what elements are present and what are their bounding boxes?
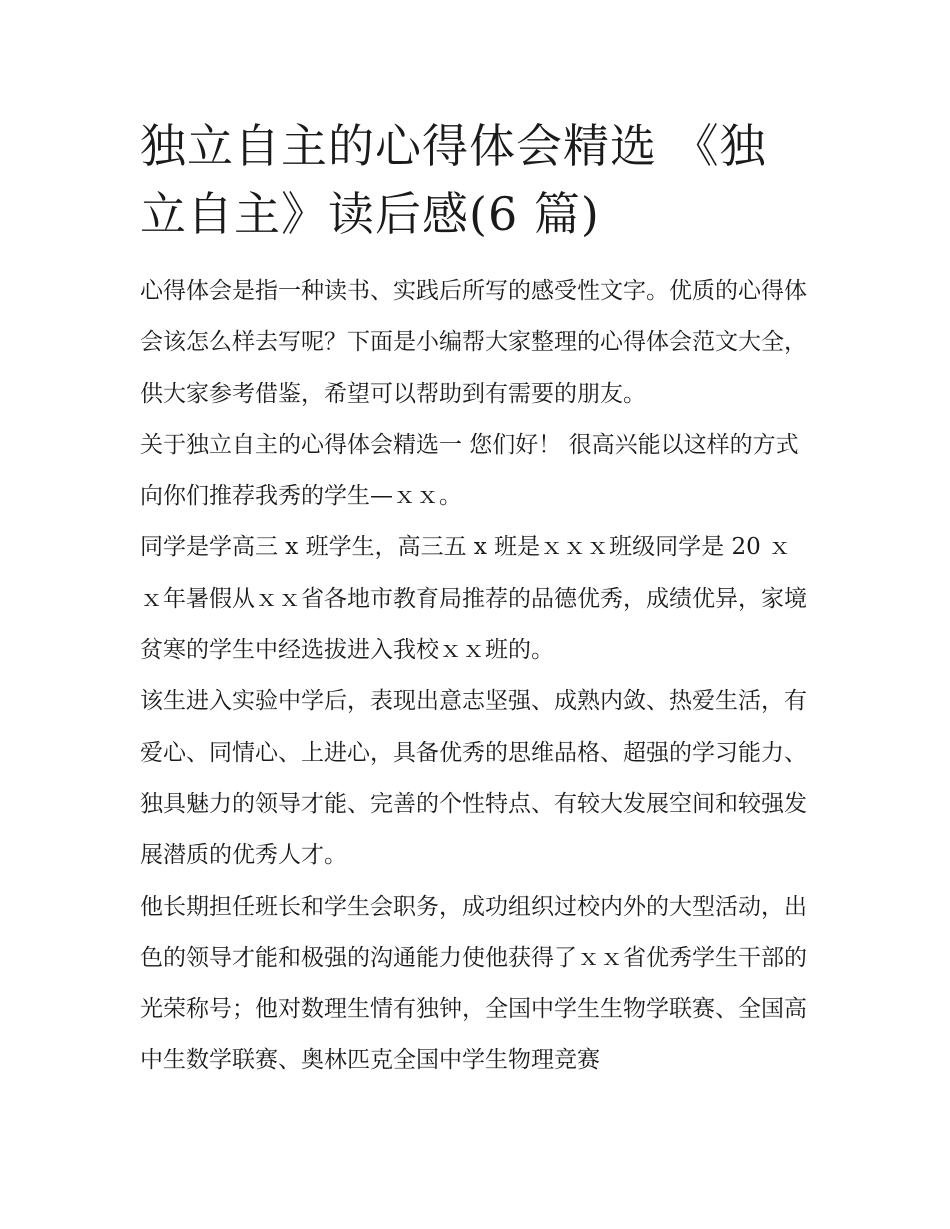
paragraph-greeting: 关于独立自主的心得体会精选一 您们好！ 很高兴能以这样的方式向你们推荐我秀的学生—ｘｘ。 bbox=[140, 431, 799, 510]
document-body bbox=[140, 266, 812, 1087]
paragraph-student-background: 同学是学高三 x 班学生，高三五 x 班是ｘｘｘ班级同学是 20 ｘｘ年暑假从ｘｘ省各地市教育局推荐的品德优秀，成绩优异，家境贫寒的学生中经选拔进入我校ｘｘ班的。 bbox=[140, 534, 807, 664]
document-page bbox=[140, 112, 812, 1087]
paragraph-intro: 心得体会是指一种读书、实践后所写的感受性文字。优质的心得体会该怎么样去写呢？下面是小编帮大家整理的心得体会范文大全，供大家参考借鉴，希望可以帮助到有需要的朋友。 bbox=[140, 278, 807, 407]
paragraph-student-achievements: 他长期担任班长和学生会职务，成功组织过校内外的大型活动，出色的领导才能和极强的沟通能力使他获得了ｘｘ省优秀学生干部的光荣称号；他对数理生情有独钟，全国中学生生物学联赛、全国高中生数学联赛、奥林匹克全国中学生物理竞赛 bbox=[140, 893, 807, 1074]
document-title: 独立自主的心得体会精选 《独立自主》读后感(6 篇) bbox=[140, 119, 767, 241]
paragraph-student-qualities: 该生进入实验中学后，表现出意志坚强、成熟内敛、热爱生活，有爱心、同情心、上进心，具备优秀的思维品格、超强的学习能力、独具魅力的领导才能、完善的个性特点、有较大发展空间和较强发展潜质的优秀人才。 bbox=[140, 688, 807, 869]
